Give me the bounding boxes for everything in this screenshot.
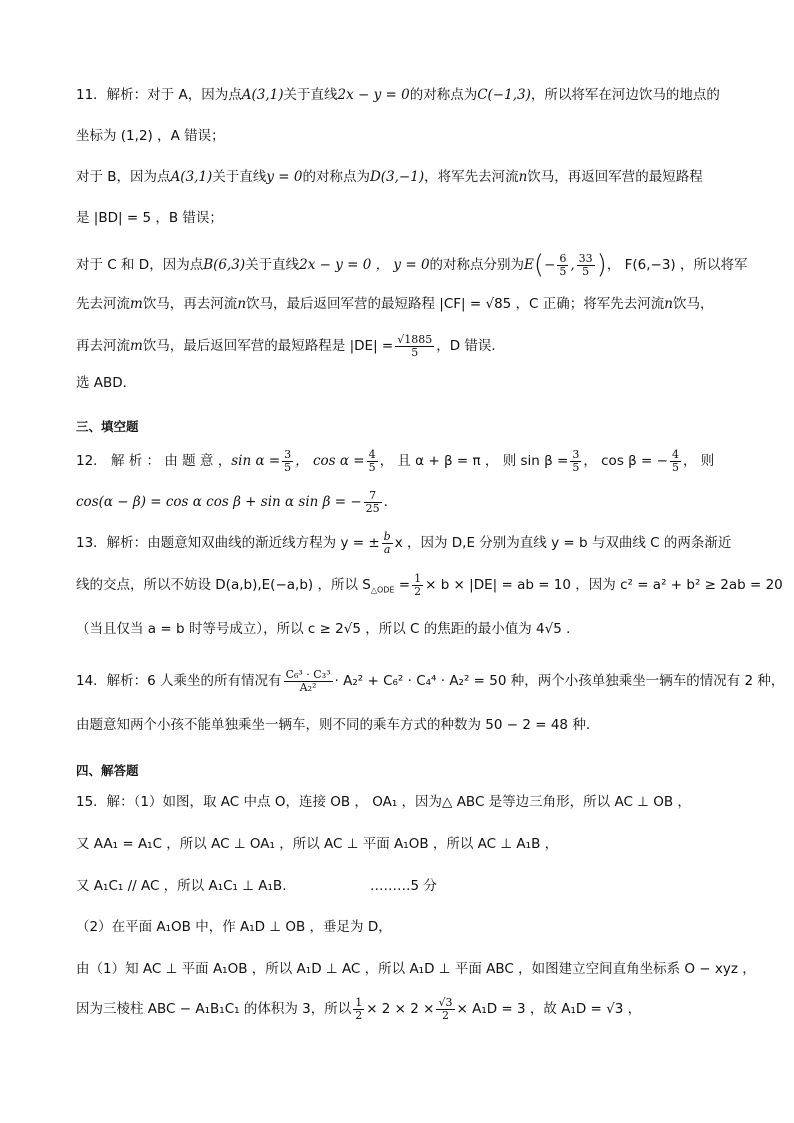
p11-line-2: 坐标为 (1,2) ，A 错误； — [76, 128, 225, 144]
text: x ，因为 D,E 分别为直线 y = b 与双曲线 C 的两条渐近 — [394, 535, 732, 551]
fraction: $\frac{4}{5}$ — [368, 447, 376, 474]
subscript: △ODE — [370, 585, 395, 595]
right-paren: ) — [596, 250, 607, 280]
text: 先去河流 — [76, 296, 130, 312]
text: 14．解析：6 人乘坐的所有情况有 — [76, 673, 282, 689]
p11-line-5: 对于 C 和 D，因为点B(6,3)关于直线2x − y = 0 ， y = 0的对称点分别为E(− $\frac{6}{5}$ , $\frac{33}{5}$ )， F(6,−3) ，所以将军 — [76, 250, 748, 280]
fraction: $\frac{1}{2}$ — [414, 571, 422, 598]
text: 饮马，最后返回军营的最短路程是 |DE| = — [142, 338, 394, 354]
fraction: $\frac{b}{a}$ — [383, 529, 391, 556]
math: A(3,1) — [170, 169, 213, 185]
math: 2x − y = 0 — [337, 87, 410, 103]
p11-line-7 — [76, 331, 505, 361]
math: D(3,−1) — [369, 169, 425, 185]
text: 对于 B，因为点 — [76, 169, 171, 185]
math: − — [544, 257, 556, 273]
text: 又 A₁C₁ // AC ，所以 A₁C₁ ⊥ A₁B. — [76, 878, 287, 894]
math: sin α = — [231, 453, 281, 469]
text: ， cos β = − — [583, 453, 668, 469]
text: 关于直线 — [245, 257, 300, 273]
p11-line-6 — [76, 295, 713, 313]
math: m — [130, 296, 143, 312]
math: n — [664, 296, 673, 312]
score-note: ………5 分 — [370, 878, 437, 894]
p13-line-3: （当且仅当 a = b 时等号成立），所以 c ≥ 2√5 ，所以 C 的焦距的最小值为 4√5 ． — [76, 621, 580, 637]
p11-line-1 — [76, 86, 720, 104]
math: ， cos α = — [295, 453, 365, 469]
text: 12． 解 析 ： 由 题 意 ， — [76, 453, 232, 469]
p15-line-2: 又 AA₁ = A₁C ，所以 AC ⊥ OA₁ ，所以 AC ⊥ 平面 A₁OB ，所以 AC ⊥ A₁B ， — [76, 836, 559, 852]
text: 饮马， — [672, 296, 714, 312]
fraction: $\frac{3}{5}$ — [284, 447, 292, 474]
p11-line-3 — [76, 168, 703, 186]
p11-line-8: 选 ABD． — [76, 375, 137, 391]
math: E — [524, 257, 534, 273]
math: 2x − y = 0 ， y = 0 — [299, 257, 430, 273]
fraction: $\frac{√3}{2}$ — [438, 995, 453, 1022]
fraction: $\frac{\text{C₆³ · C₃³}}{\text{A₂²}}$ — [285, 667, 331, 694]
p15-line-5: 由（1）知 AC ⊥ 平面 A₁OB ，所以 A₁D ⊥ AC ，所以 A₁D ⊥ 平面 ABC ，如图建立空间直角坐标系 O − xyz ， — [76, 961, 756, 977]
text: ， 则 — [682, 453, 715, 469]
p13-line-2 — [76, 570, 783, 606]
math: A(3,1) — [241, 87, 284, 103]
section-heading-answers: 四、解答题 — [76, 763, 139, 778]
text: ， F(6,−3) ，所以将军 — [606, 257, 748, 273]
math: n — [518, 169, 528, 185]
math: n — [237, 296, 247, 312]
text: 饮马，再去河流 — [142, 296, 238, 312]
text: ，所以将军在河边饮马的地点的 — [530, 87, 720, 103]
text: 11．解析：对于 A，因为点 — [76, 87, 242, 103]
text: ，D 错误． — [436, 338, 505, 354]
fraction: $\frac{7}{25}$ — [365, 488, 380, 515]
p15-line-4: （2）在平面 A₁OB 中，作 A₁D ⊥ OB ，垂足为 D， — [76, 919, 392, 935]
fraction: $\frac{4}{5}$ — [671, 447, 679, 474]
left-paren: ( — [533, 250, 545, 280]
p14-line-1 — [76, 664, 784, 698]
math: C(−1,3) — [477, 87, 531, 103]
text: = — [394, 577, 411, 593]
fraction: $\frac{3}{5}$ — [572, 447, 580, 474]
text: 饮马，最后返回军营的最短路程 |CF| = √85 ，C 正确；将军先去河流 — [246, 296, 665, 312]
fraction: $\frac{1}{2}$ — [355, 995, 363, 1022]
text: 因为三棱柱 ABC − A₁B₁C₁ 的体积为 3，所以 — [76, 1001, 352, 1017]
fraction: $\frac{√1885}{5}$ — [397, 332, 433, 359]
text: 的对称点分别为 — [429, 257, 525, 273]
text: 线的交点，所以不妨设 D(a,b),E(−a,b) ，所以 S — [76, 577, 371, 593]
math: cos(α − β) = cos α cos β + sin α sin β = − — [76, 494, 362, 510]
text: 关于直线 — [283, 87, 338, 103]
text: ． — [383, 494, 398, 510]
p15-line-1: 15．解：（1）如图，取 AC 中点 O，连接 OB ， OA₁ ，因为△ ABC 是等边三角形，所以 AC ⊥ OB ， — [76, 794, 691, 810]
p11-line-4: 是 |BD| = 5 ，B 错误； — [76, 210, 223, 226]
fraction: $\frac{6}{5}$ — [559, 251, 567, 278]
p15-line-3 — [76, 877, 437, 895]
text: 的对称点为 — [409, 87, 478, 103]
text: ，将军先去河流 — [424, 169, 519, 185]
text: 的对称点为 — [302, 169, 370, 185]
text: 再去河流 — [76, 338, 130, 354]
text: 13．解析：由题意知双曲线的渐近线方程为 y = ± — [76, 535, 380, 551]
math: m — [130, 338, 143, 354]
text: × A₁D = 3 ，故 A₁D = √3 ， — [456, 1001, 642, 1017]
text: · A₂² + C₆² · C₄⁴ · A₂² = 50 种，两个小孩单独乘坐一辆车的情况有 2 种， — [334, 673, 785, 689]
math: y = 0 — [266, 169, 303, 185]
text: 关于直线 — [212, 169, 267, 185]
p12-line-2 — [76, 487, 397, 517]
text: × b × |DE| = ab = 10 ，因为 c² = a² + b² ≥ 2ab = 20 — [425, 577, 783, 593]
p15-line-6 — [76, 994, 641, 1024]
text: × 2 × 2 × — [366, 1001, 435, 1017]
math: B(6,3) — [203, 257, 246, 273]
text: 对于 C 和 D，因为点 — [76, 257, 204, 273]
p12-line-1 — [76, 446, 714, 476]
fraction: $\frac{33}{5}$ — [578, 251, 593, 278]
p14-line-2: 由题意知两个小孩不能单独乘坐一辆车，则不同的乘车方式的种数为 50 − 2 = 48 种. — [76, 717, 591, 733]
p13-line-1 — [76, 528, 731, 558]
text: 饮马，再返回军营的最短路程 — [527, 169, 703, 185]
section-heading-fill-in: 三、填空题 — [76, 419, 139, 434]
text: ， 且 α + β = π ， 则 sin β = — [379, 453, 569, 469]
